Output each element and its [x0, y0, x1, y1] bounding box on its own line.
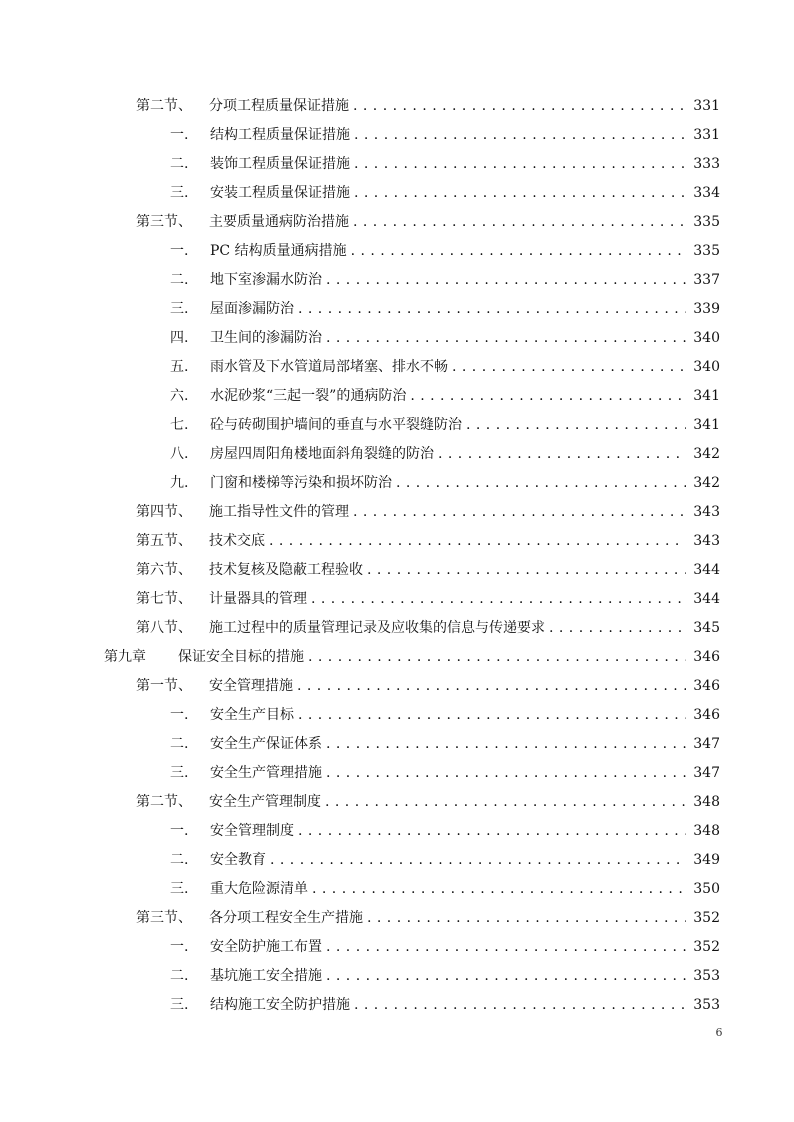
- toc-entry[interactable]: [0, 701, 720, 730]
- toc-entry[interactable]: [0, 875, 720, 904]
- toc-entry-title: 主要质量通病防治措施: [209, 214, 349, 230]
- dot-leader: [326, 730, 686, 759]
- toc-entry[interactable]: [0, 266, 720, 295]
- toc-entry-number: 一.: [170, 243, 189, 259]
- toc-entry-number: 二.: [170, 736, 189, 752]
- toc-entry-page: 346: [693, 649, 720, 665]
- dot-leader: [269, 527, 686, 556]
- toc-entry-page: 335: [693, 243, 720, 259]
- toc-entry-number: 九.: [170, 475, 189, 491]
- dot-leader: [438, 440, 686, 469]
- toc-entry-page: 343: [693, 504, 720, 520]
- dot-leader: [354, 121, 686, 150]
- toc-entry-page: 349: [693, 852, 720, 868]
- toc-entry-title: 安全生产保证体系: [210, 736, 322, 752]
- toc-entry-number: 五.: [170, 359, 189, 375]
- dot-leader: [298, 701, 686, 730]
- toc-entry[interactable]: [0, 672, 720, 701]
- toc-entry-title: 装饰工程质量保证措施: [210, 156, 350, 172]
- toc-entry-title: 水泥砂浆“三起一裂”的通病防治: [210, 388, 407, 404]
- toc-entry-title: 分项工程质量保证措施: [209, 98, 349, 114]
- toc-entry-page: 352: [693, 939, 720, 955]
- toc-entry-number: 二.: [170, 156, 189, 172]
- dot-leader: [353, 498, 686, 527]
- toc-entry[interactable]: [0, 556, 720, 585]
- toc-entry-title: 地下室渗漏水防治: [210, 272, 322, 288]
- toc-entry-page: 345: [693, 620, 720, 636]
- toc-entry-page: 331: [693, 127, 720, 143]
- toc-entry-title: 安全生产目标: [210, 707, 294, 723]
- toc-entry-page: 340: [693, 330, 720, 346]
- toc-entry-title: 房屋四周阳角楼地面斜角裂缝的防治: [210, 446, 434, 462]
- toc-entry[interactable]: [0, 527, 720, 556]
- toc-entry-title: 施工过程中的质量管理记录及应收集的信息与传递要求: [209, 620, 545, 636]
- toc-entry-page: 343: [693, 533, 720, 549]
- toc-entry-number: 第四节、: [136, 504, 192, 520]
- toc-entry-number: 第七节、: [136, 591, 192, 607]
- toc-entry-title: 施工指导性文件的管理: [209, 504, 349, 520]
- toc-entry[interactable]: [0, 498, 720, 527]
- toc-entry[interactable]: [0, 353, 720, 382]
- toc-entry-number: 第三节、: [136, 910, 192, 926]
- toc-entry-title: 雨水管及下水管道局部堵塞、排水不畅: [210, 359, 448, 375]
- toc-entry-number: 第八节、: [136, 620, 192, 636]
- toc-entry-title: 保证安全目标的措施: [178, 649, 304, 665]
- toc-entry-title: 安全管理制度: [210, 823, 294, 839]
- toc-entry-page: 347: [693, 765, 720, 781]
- toc-entry[interactable]: [0, 121, 720, 150]
- dot-leader: [396, 469, 686, 498]
- toc-entry-page: 348: [693, 794, 720, 810]
- toc-entry-page: 347: [693, 736, 720, 752]
- toc-entry-page: 348: [693, 823, 720, 839]
- toc-entry[interactable]: [0, 817, 720, 846]
- dot-leader: [326, 324, 686, 353]
- toc-entry-number: 四.: [170, 330, 189, 346]
- dot-leader: [308, 643, 686, 672]
- toc-entry[interactable]: [0, 440, 720, 469]
- toc-entry[interactable]: [0, 962, 720, 991]
- toc-entry-number: 八.: [170, 446, 189, 462]
- toc-entry-page: 337: [693, 272, 720, 288]
- dot-leader: [367, 904, 686, 933]
- dot-leader: [312, 875, 686, 904]
- toc-entry-number: 二.: [170, 852, 189, 868]
- toc-entry-number: 一.: [170, 127, 189, 143]
- toc-entry-number: 第一节、: [136, 678, 192, 694]
- dot-leader: [466, 411, 686, 440]
- dot-leader: [549, 614, 686, 643]
- toc-entry-page: 342: [693, 446, 720, 462]
- toc-entry[interactable]: [0, 179, 720, 208]
- toc-entry[interactable]: [0, 237, 720, 266]
- toc-entry[interactable]: [0, 150, 720, 179]
- toc-entry-title: 各分项工程安全生产措施: [209, 910, 363, 926]
- toc-entry-title: PC 结构质量通病措施: [210, 243, 347, 259]
- toc-entry-page: 344: [693, 591, 720, 607]
- toc-entry-page: 335: [693, 214, 720, 230]
- toc-entry-title: 安全生产管理制度: [209, 794, 321, 810]
- toc-entry-number: 第五节、: [136, 533, 192, 549]
- dot-leader: [325, 788, 686, 817]
- dot-leader: [353, 208, 686, 237]
- dot-leader: [326, 759, 686, 788]
- toc-entry-title: 基坑施工安全措施: [210, 968, 322, 984]
- toc-entry-title: 安全生产管理措施: [210, 765, 322, 781]
- toc-entry[interactable]: [0, 788, 720, 817]
- toc-entry-number: 七.: [170, 417, 189, 433]
- toc-entry[interactable]: [0, 991, 720, 1020]
- table-of-contents: [0, 92, 794, 1020]
- dot-leader: [367, 556, 686, 585]
- dot-leader: [298, 295, 686, 324]
- toc-entry-page: 346: [693, 707, 720, 723]
- toc-entry-title: 安全管理措施: [209, 678, 293, 694]
- toc-entry-title: 安全教育: [210, 852, 266, 868]
- toc-entry-page: 341: [693, 417, 720, 433]
- toc-entry[interactable]: [0, 933, 720, 962]
- toc-entry-number: 三.: [170, 881, 189, 897]
- toc-entry[interactable]: [0, 324, 720, 353]
- dot-leader: [351, 237, 686, 266]
- toc-entry-page: 333: [693, 156, 720, 172]
- toc-entry-page: 352: [693, 910, 720, 926]
- toc-entry-page: 350: [693, 881, 720, 897]
- toc-entry-title: 技术复核及隐蔽工程验收: [209, 562, 363, 578]
- toc-entry[interactable]: [0, 92, 720, 121]
- toc-entry-page: 342: [693, 475, 720, 491]
- toc-entry-page: 344: [693, 562, 720, 578]
- toc-entry[interactable]: [0, 411, 720, 440]
- toc-entry-title: 安全防护施工布置: [210, 939, 322, 955]
- toc-entry[interactable]: [0, 759, 720, 788]
- toc-entry-number: 第九章: [104, 649, 146, 665]
- dot-leader: [353, 92, 686, 121]
- toc-entry[interactable]: [0, 643, 720, 672]
- dot-leader: [452, 353, 686, 382]
- toc-entry-title: 安装工程质量保证措施: [210, 185, 350, 201]
- toc-entry[interactable]: [0, 295, 720, 324]
- toc-entry-number: 一.: [170, 707, 189, 723]
- dot-leader: [354, 991, 686, 1020]
- toc-entry-number: 三.: [170, 185, 189, 201]
- toc-entry[interactable]: [0, 469, 720, 498]
- toc-entry-title: 结构工程质量保证措施: [210, 127, 350, 143]
- toc-entry[interactable]: [0, 208, 720, 237]
- toc-entry-number: 第二节、: [136, 794, 192, 810]
- toc-entry-number: 二.: [170, 272, 189, 288]
- toc-entry-page: 331: [693, 98, 720, 114]
- toc-entry-number: 第三节、: [136, 214, 192, 230]
- toc-entry-number: 一.: [170, 823, 189, 839]
- toc-entry[interactable]: [0, 614, 720, 643]
- toc-entry-title: 技术交底: [209, 533, 265, 549]
- toc-entry-title: 门窗和楼梯等污染和损坏防治: [210, 475, 392, 491]
- toc-entry-title: 结构施工安全防护措施: [210, 997, 350, 1013]
- toc-entry-title: 卫生间的渗漏防治: [210, 330, 322, 346]
- toc-entry[interactable]: [0, 904, 720, 933]
- dot-leader: [354, 179, 686, 208]
- toc-entry-title: 屋面渗漏防治: [210, 301, 294, 317]
- toc-entry-page: 340: [693, 359, 720, 375]
- dot-leader: [311, 585, 686, 614]
- toc-entry-page: 341: [693, 388, 720, 404]
- dot-leader: [326, 266, 686, 295]
- toc-entry-number: 三.: [170, 301, 189, 317]
- dot-leader: [298, 817, 686, 846]
- toc-entry-number: 第二节、: [136, 98, 192, 114]
- dot-leader: [326, 933, 686, 962]
- toc-entry-number: 一.: [170, 939, 189, 955]
- toc-entry-number: 第六节、: [136, 562, 192, 578]
- toc-entry-number: 三.: [170, 765, 189, 781]
- dot-leader: [270, 846, 686, 875]
- toc-entry[interactable]: [0, 585, 720, 614]
- toc-entry[interactable]: [0, 382, 720, 411]
- toc-entry-title: 计量器具的管理: [209, 591, 307, 607]
- toc-entry-page: 346: [693, 678, 720, 694]
- dot-leader: [354, 150, 686, 179]
- toc-entry-page: 339: [693, 301, 720, 317]
- toc-entry-number: 三.: [170, 997, 189, 1013]
- toc-entry-title: 砼与砖砌围护墙间的垂直与水平裂缝防治: [210, 417, 462, 433]
- toc-entry[interactable]: [0, 846, 720, 875]
- dot-leader: [326, 962, 686, 991]
- toc-entry-title: 重大危险源清单: [210, 881, 308, 897]
- toc-entry-page: 353: [693, 968, 720, 984]
- toc-entry-page: 353: [693, 997, 720, 1013]
- dot-leader: [297, 672, 686, 701]
- dot-leader: [410, 382, 686, 411]
- toc-entry-number: 六.: [170, 388, 189, 404]
- toc-entry[interactable]: [0, 730, 720, 759]
- toc-entry-page: 334: [693, 185, 720, 201]
- toc-entry-number: 二.: [170, 968, 189, 984]
- page-number: 6: [715, 1026, 723, 1039]
